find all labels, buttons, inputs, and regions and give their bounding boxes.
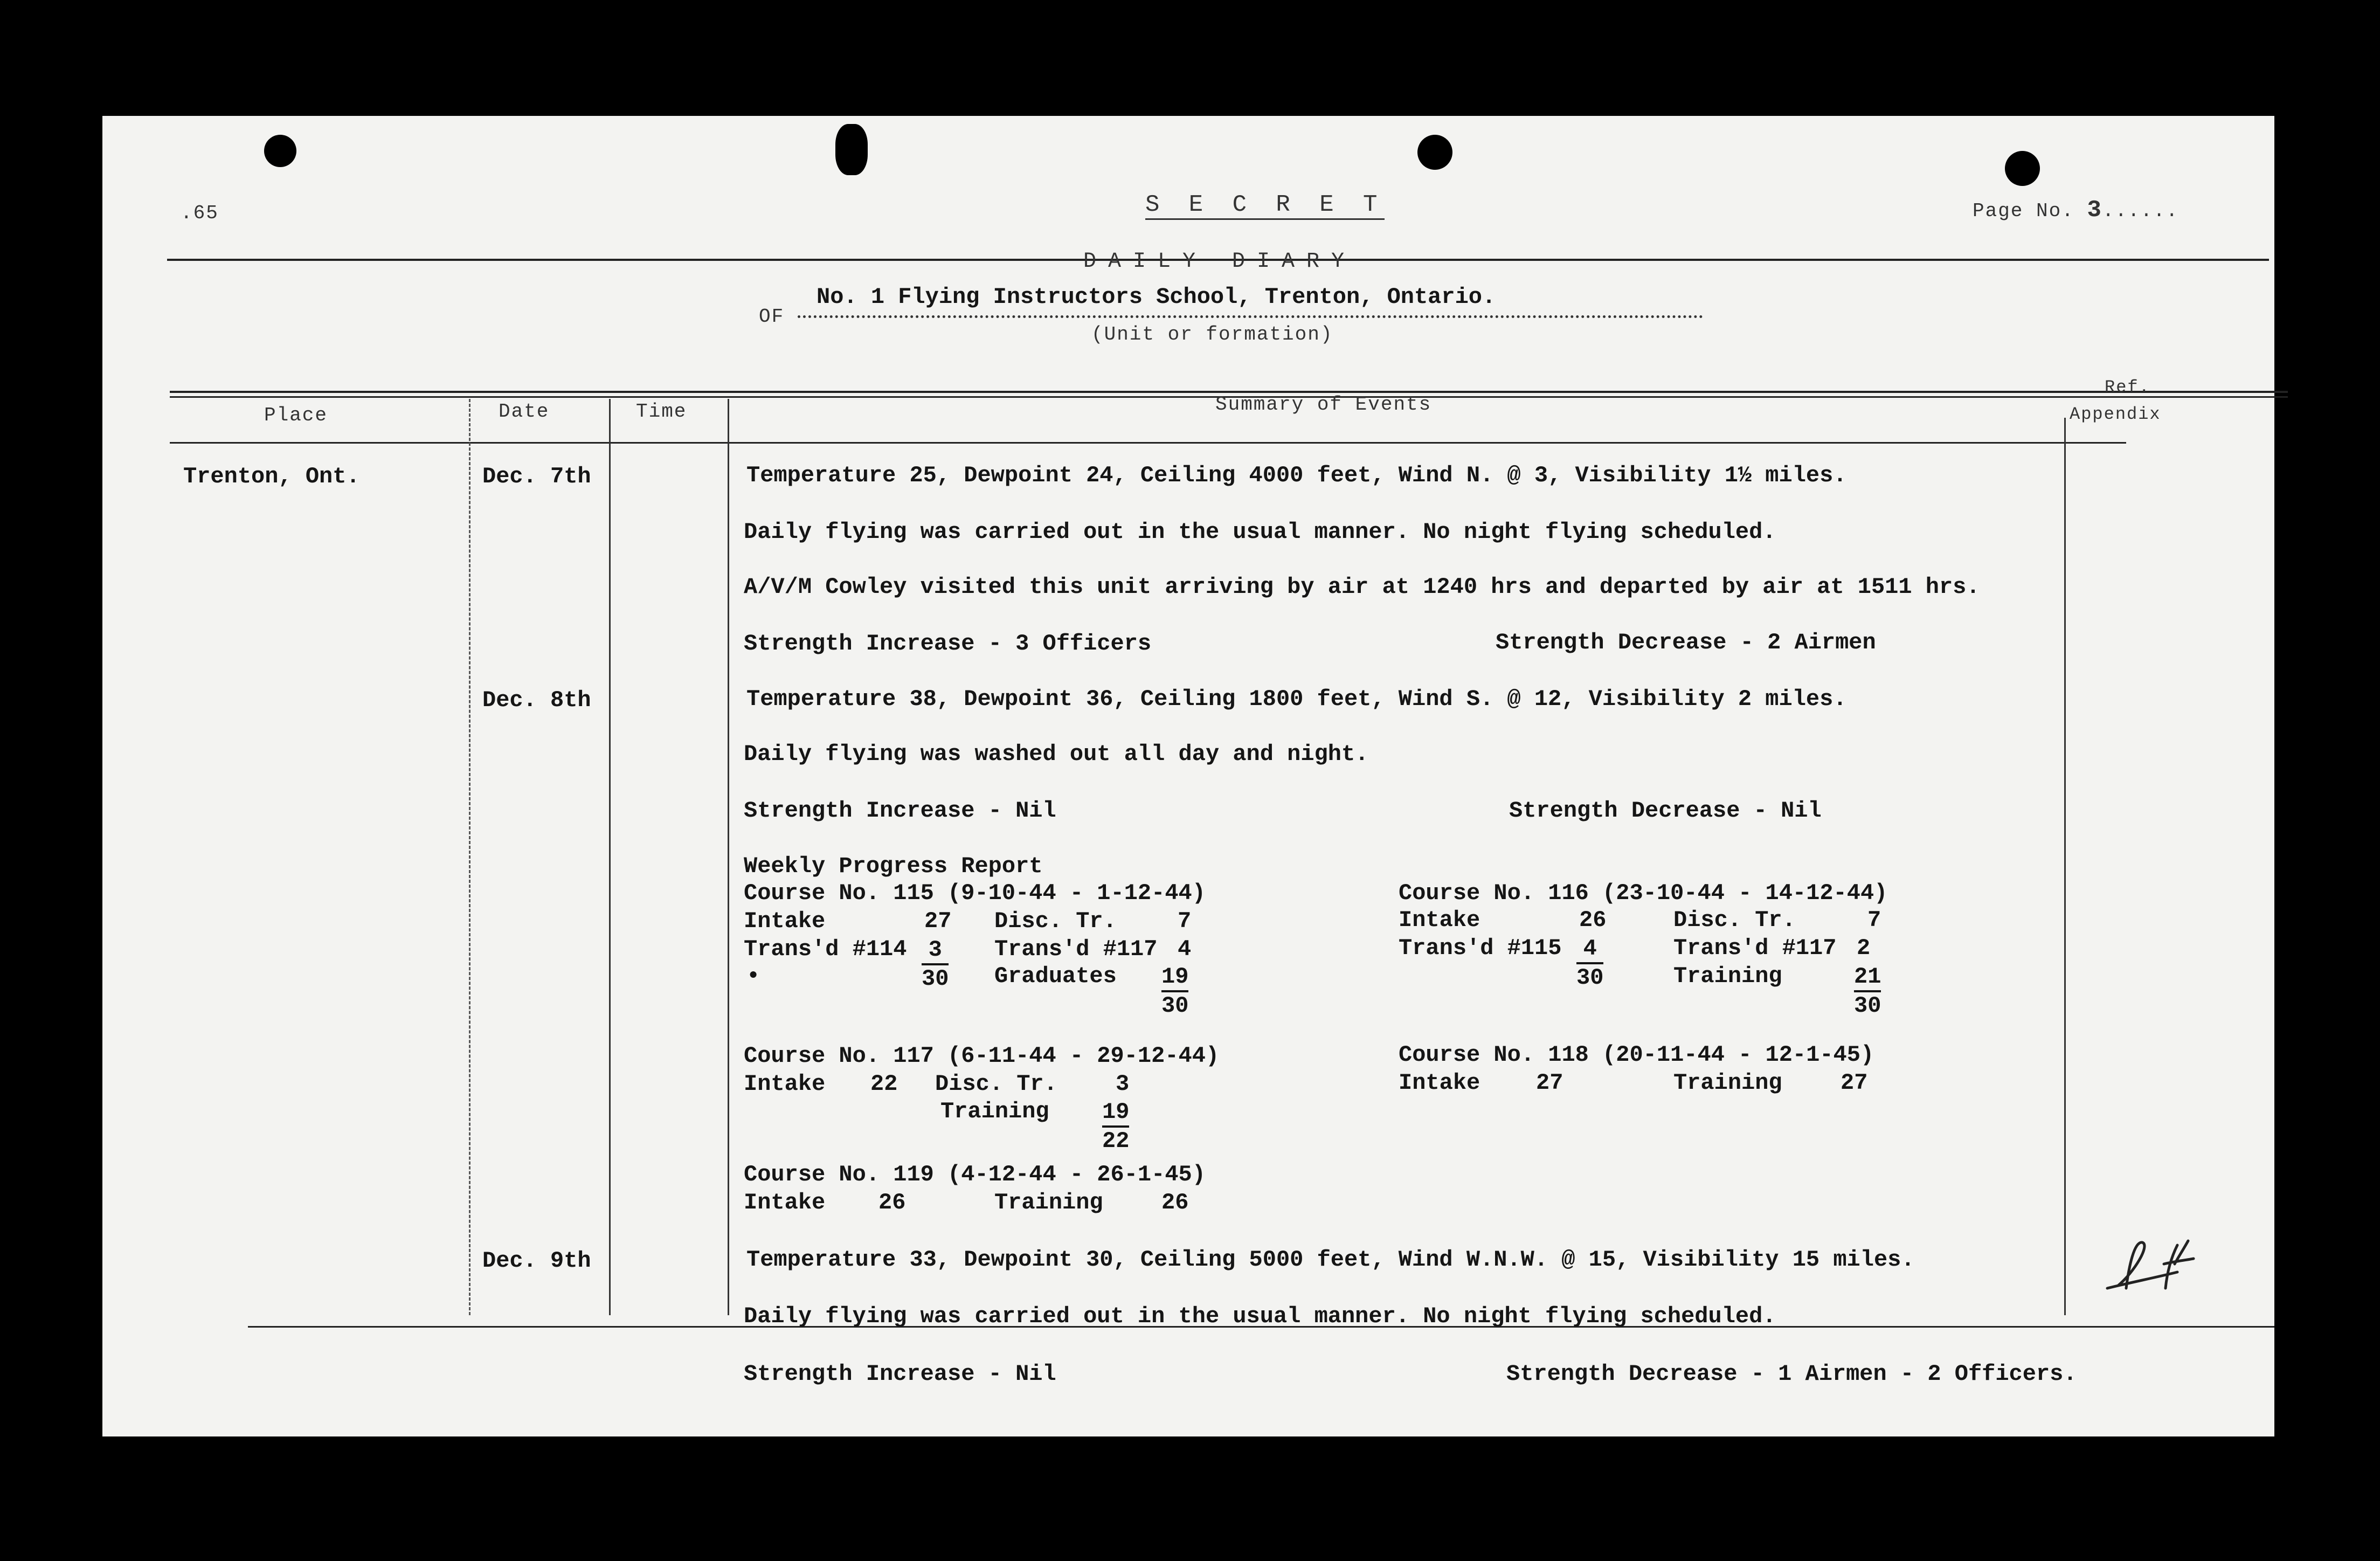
column-divider (2064, 418, 2066, 1315)
column-divider (469, 399, 472, 1315)
course-value: 22 (870, 1071, 898, 1097)
course-label: Trans'd #117 (1673, 935, 1837, 961)
course-label: Disc. Tr. (935, 1071, 1057, 1097)
course-value: 26 (1161, 1190, 1189, 1215)
fraction-denominator: 30 (1161, 993, 1189, 1019)
column-summary: Summary of Events (1215, 393, 1432, 416)
column-divider (609, 399, 611, 1315)
strength-decrease: Strength Decrease - 2 Airmen (1496, 630, 1876, 655)
course-label: Training (1673, 1070, 1782, 1096)
page-dots: ...... (2102, 200, 2179, 222)
weather-entry: Temperature 25, Dewpoint 24, Ceiling 4000 feet, Wind N. @ 3, Visibility 1½ miles. (746, 462, 1847, 488)
course-value: 7 (1178, 908, 1192, 934)
course-title: Course No. 117 (6-11-44 - 29-12-44) (744, 1043, 1220, 1069)
punch-hole (2005, 151, 2040, 186)
course-value: 7 (1867, 907, 1881, 933)
page-value: 3 (2087, 197, 2102, 224)
course-fraction (1102, 1099, 1129, 1155)
flying-entry: Daily flying was carried out in the usual manner. No night flying scheduled. (744, 519, 1776, 545)
course-title: Course No. 118 (20-11-44 - 12-1-45) (1399, 1042, 1874, 1068)
course-fraction (1576, 935, 1603, 991)
fraction-numerator: 3 (922, 936, 949, 965)
course-label: Trans'd #117 (994, 936, 1158, 962)
unit-name: No. 1 Flying Instructors School, Trenton, Ontario. (817, 284, 1496, 310)
punch-hole (835, 124, 868, 175)
course-label: Intake (1399, 1070, 1480, 1096)
fraction-numerator: 19 (1161, 963, 1188, 992)
date-cell: Dec. 7th (482, 464, 591, 489)
course-label: Training (940, 1099, 1049, 1124)
unit-dotted-line (798, 315, 1703, 318)
course-value: 3 (1116, 1071, 1130, 1097)
course-label: Graduates (994, 963, 1117, 989)
place-cell: Trenton, Ont. (183, 464, 360, 489)
page-label: Page No. (1973, 200, 2087, 222)
course-label: Intake (744, 908, 826, 934)
course-title: Course No. 119 (4-12-44 - 26-1-45) (744, 1162, 1206, 1187)
course-label: Intake (744, 1071, 826, 1097)
column-time: Time (636, 400, 687, 423)
course-value: 27 (1841, 1070, 1868, 1096)
course-label: Training (1673, 963, 1782, 989)
of-label: OF (759, 306, 785, 328)
course-value: 26 (1579, 907, 1607, 933)
course-value: 2 (1857, 935, 1871, 961)
course-title: Course No. 116 (23-10-44 - 14-12-44) (1399, 880, 1888, 906)
flying-entry: Daily flying was carried out in the usual manner. No night flying scheduled. (744, 1303, 1776, 1329)
fraction-denominator: 22 (1102, 1128, 1130, 1154)
strength-decrease: Strength Decrease - Nil (1509, 798, 1822, 824)
classification: S E C R E T (1145, 191, 1385, 220)
course-fraction (922, 936, 949, 992)
course-label: Trans'd #114 (744, 936, 907, 962)
course-value: 4 (1178, 936, 1192, 962)
punch-hole (1417, 135, 1452, 170)
form-number: .65 (181, 202, 219, 224)
punch-hole (264, 135, 296, 167)
report-title: Weekly Progress Report (744, 853, 1043, 879)
fraction-numerator: 21 (1854, 963, 1881, 992)
course-label: Training (994, 1190, 1103, 1215)
strength-decrease: Strength Decrease - 1 Airmen - 2 Officers. (1506, 1361, 2077, 1387)
flying-entry: Daily flying was washed out all day and night. (744, 741, 1369, 767)
course-fraction (1854, 963, 1881, 1019)
course-value: 27 (924, 908, 952, 934)
date-cell: Dec. 9th (482, 1248, 591, 1274)
column-header-rule (170, 442, 2126, 444)
course-title: Course No. 115 (9-10-44 - 1-12-44) (744, 880, 1206, 906)
fraction-denominator: 30 (1854, 993, 1881, 1019)
bullet-mark: • (746, 963, 760, 989)
diary-title: DAILY DIARY (1083, 250, 1357, 274)
column-place: Place (264, 404, 328, 426)
page-number (1973, 197, 2178, 224)
table-top-rule (170, 391, 2288, 393)
course-value: 27 (1536, 1070, 1563, 1096)
fraction-numerator: 4 (1576, 935, 1603, 964)
handwritten-initials (2097, 1234, 2215, 1299)
course-fraction (1161, 963, 1188, 1019)
course-label: Intake (744, 1190, 826, 1215)
column-date: Date (499, 400, 550, 423)
course-label: Trans'd #115 (1399, 935, 1562, 961)
course-label: Disc. Tr. (994, 908, 1117, 934)
course-label: Disc. Tr. (1673, 907, 1796, 933)
fraction-numerator: 19 (1102, 1099, 1129, 1128)
weather-entry: Temperature 38, Dewpoint 36, Ceiling 1800 feet, Wind S. @ 12, Visibility 2 miles. (746, 686, 1847, 712)
weather-entry: Temperature 33, Dewpoint 30, Ceiling 5000 feet, Wind W.N.W. @ 15, Visibility 15 miles. (746, 1247, 1915, 1273)
column-ref: Ref. (2105, 377, 2150, 397)
unit-caption: (Unit or formation) (1091, 323, 1333, 346)
column-appendix: Appendix (2070, 404, 2161, 424)
strength-increase: Strength Increase - Nil (744, 1361, 1056, 1387)
course-value: 26 (878, 1190, 906, 1215)
fraction-denominator: 30 (922, 966, 949, 992)
course-label: Intake (1399, 907, 1480, 933)
fraction-denominator: 30 (1576, 965, 1604, 991)
strength-increase: Strength Increase - Nil (744, 798, 1056, 824)
column-divider (728, 399, 729, 1315)
date-cell: Dec. 8th (482, 687, 591, 713)
diary-page (102, 116, 2274, 1436)
strength-increase: Strength Increase - 3 Officers (744, 631, 1152, 657)
visit-entry: A/V/M Cowley visited this unit arriving by air at 1240 hrs and departed by air at 1511 hrs. (744, 574, 1980, 600)
